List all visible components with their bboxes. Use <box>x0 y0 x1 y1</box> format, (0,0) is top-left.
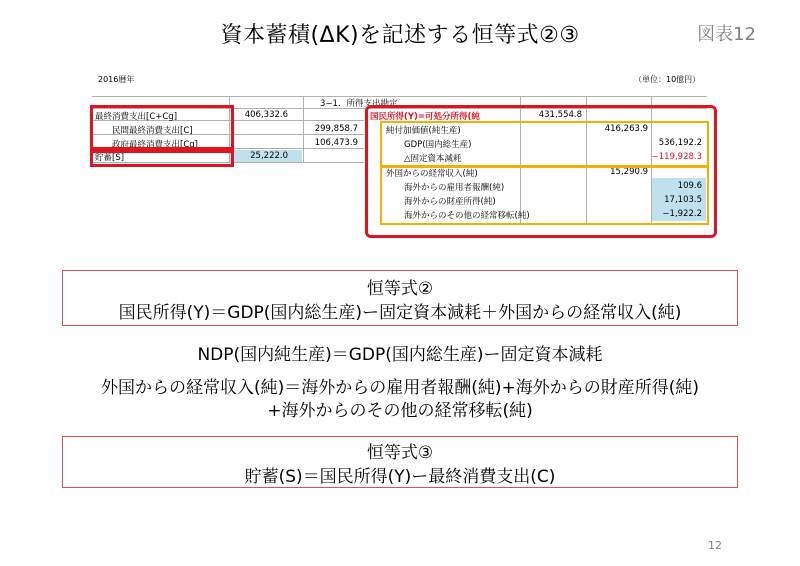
row-label: 民間最終消費支出[C] <box>112 126 193 136</box>
figure-label: 図表12 <box>697 24 756 45</box>
national-income-label: 国民所得(Y)=可処分所得(純 <box>370 112 480 122</box>
row-value: 25,222.0 <box>250 151 288 161</box>
row-value: 15,290.9 <box>610 167 648 177</box>
row-value: 416,263.9 <box>604 124 648 134</box>
row-label: 純付加価値(純生産) <box>386 126 461 136</box>
savings-highlight-box <box>90 147 234 167</box>
page-title: 資本蓄積(ΔK)を記述する恒等式②③ <box>220 23 580 48</box>
foreign-income-definition-line1: 外国からの経常収入(純)＝海外からの雇用者報酬(純)+海外からの財産所得(純) <box>100 378 700 398</box>
identity-3-heading: 恒等式③ <box>366 443 434 463</box>
consumption-highlight-box <box>90 105 234 153</box>
row-label: 海外からのその他の経常移転(純) <box>404 211 530 221</box>
row-label: 外国からの経常収入(純) <box>386 169 478 179</box>
table-caption: 3−1．所得支出勘定 <box>320 99 398 109</box>
identity-3-formula: 貯蓄(S)＝国民所得(Y)ー最終消費支出(C) <box>244 467 556 487</box>
row-value: 536,192.2 <box>658 138 702 148</box>
net-domestic-product-box <box>380 121 709 168</box>
row-value: 299,858.7 <box>314 124 358 134</box>
page-number: 12 <box>708 539 722 552</box>
grid-line <box>92 96 707 97</box>
ndp-definition: NDP(国内純生産)＝GDP(国内総生産)ー固定資本減耗 <box>197 345 603 365</box>
foreign-income-definition-line2: +海外からのその他の経常移転(純) <box>267 401 533 421</box>
row-label: 海外からの雇用者報酬(純) <box>404 183 505 193</box>
row-value: 109.6 <box>677 181 702 191</box>
row-value: −1,922.2 <box>662 209 702 219</box>
row-value: 106,473.9 <box>314 138 358 148</box>
row-label: GDP(国内総生産) <box>404 140 472 150</box>
foreign-income-box <box>380 165 709 225</box>
row-label: 海外からの財産所得(純) <box>404 197 496 207</box>
row-label: 政府最終消費支出[Cg] <box>112 140 198 150</box>
row-label: 貯蓄[S] <box>95 153 125 163</box>
row-value: 17,103.5 <box>664 195 702 205</box>
row-value: −119,928.3 <box>651 152 702 162</box>
row-label: 最終消費支出[C+Cg] <box>95 112 178 122</box>
row-value: 406,332.6 <box>244 110 288 120</box>
table-unit: （単位：10億円） <box>634 75 701 84</box>
identity-2-heading: 恒等式② <box>366 279 434 299</box>
identity-2-formula: 国民所得(Y)＝GDP(国内総生産)ー固定資本減耗＋外国からの経常収入(純) <box>118 303 682 323</box>
row-label: △固定資本減耗 <box>404 154 462 164</box>
table-year: 2016暦年 <box>98 75 135 84</box>
national-income-value: 431,554.8 <box>538 110 582 120</box>
